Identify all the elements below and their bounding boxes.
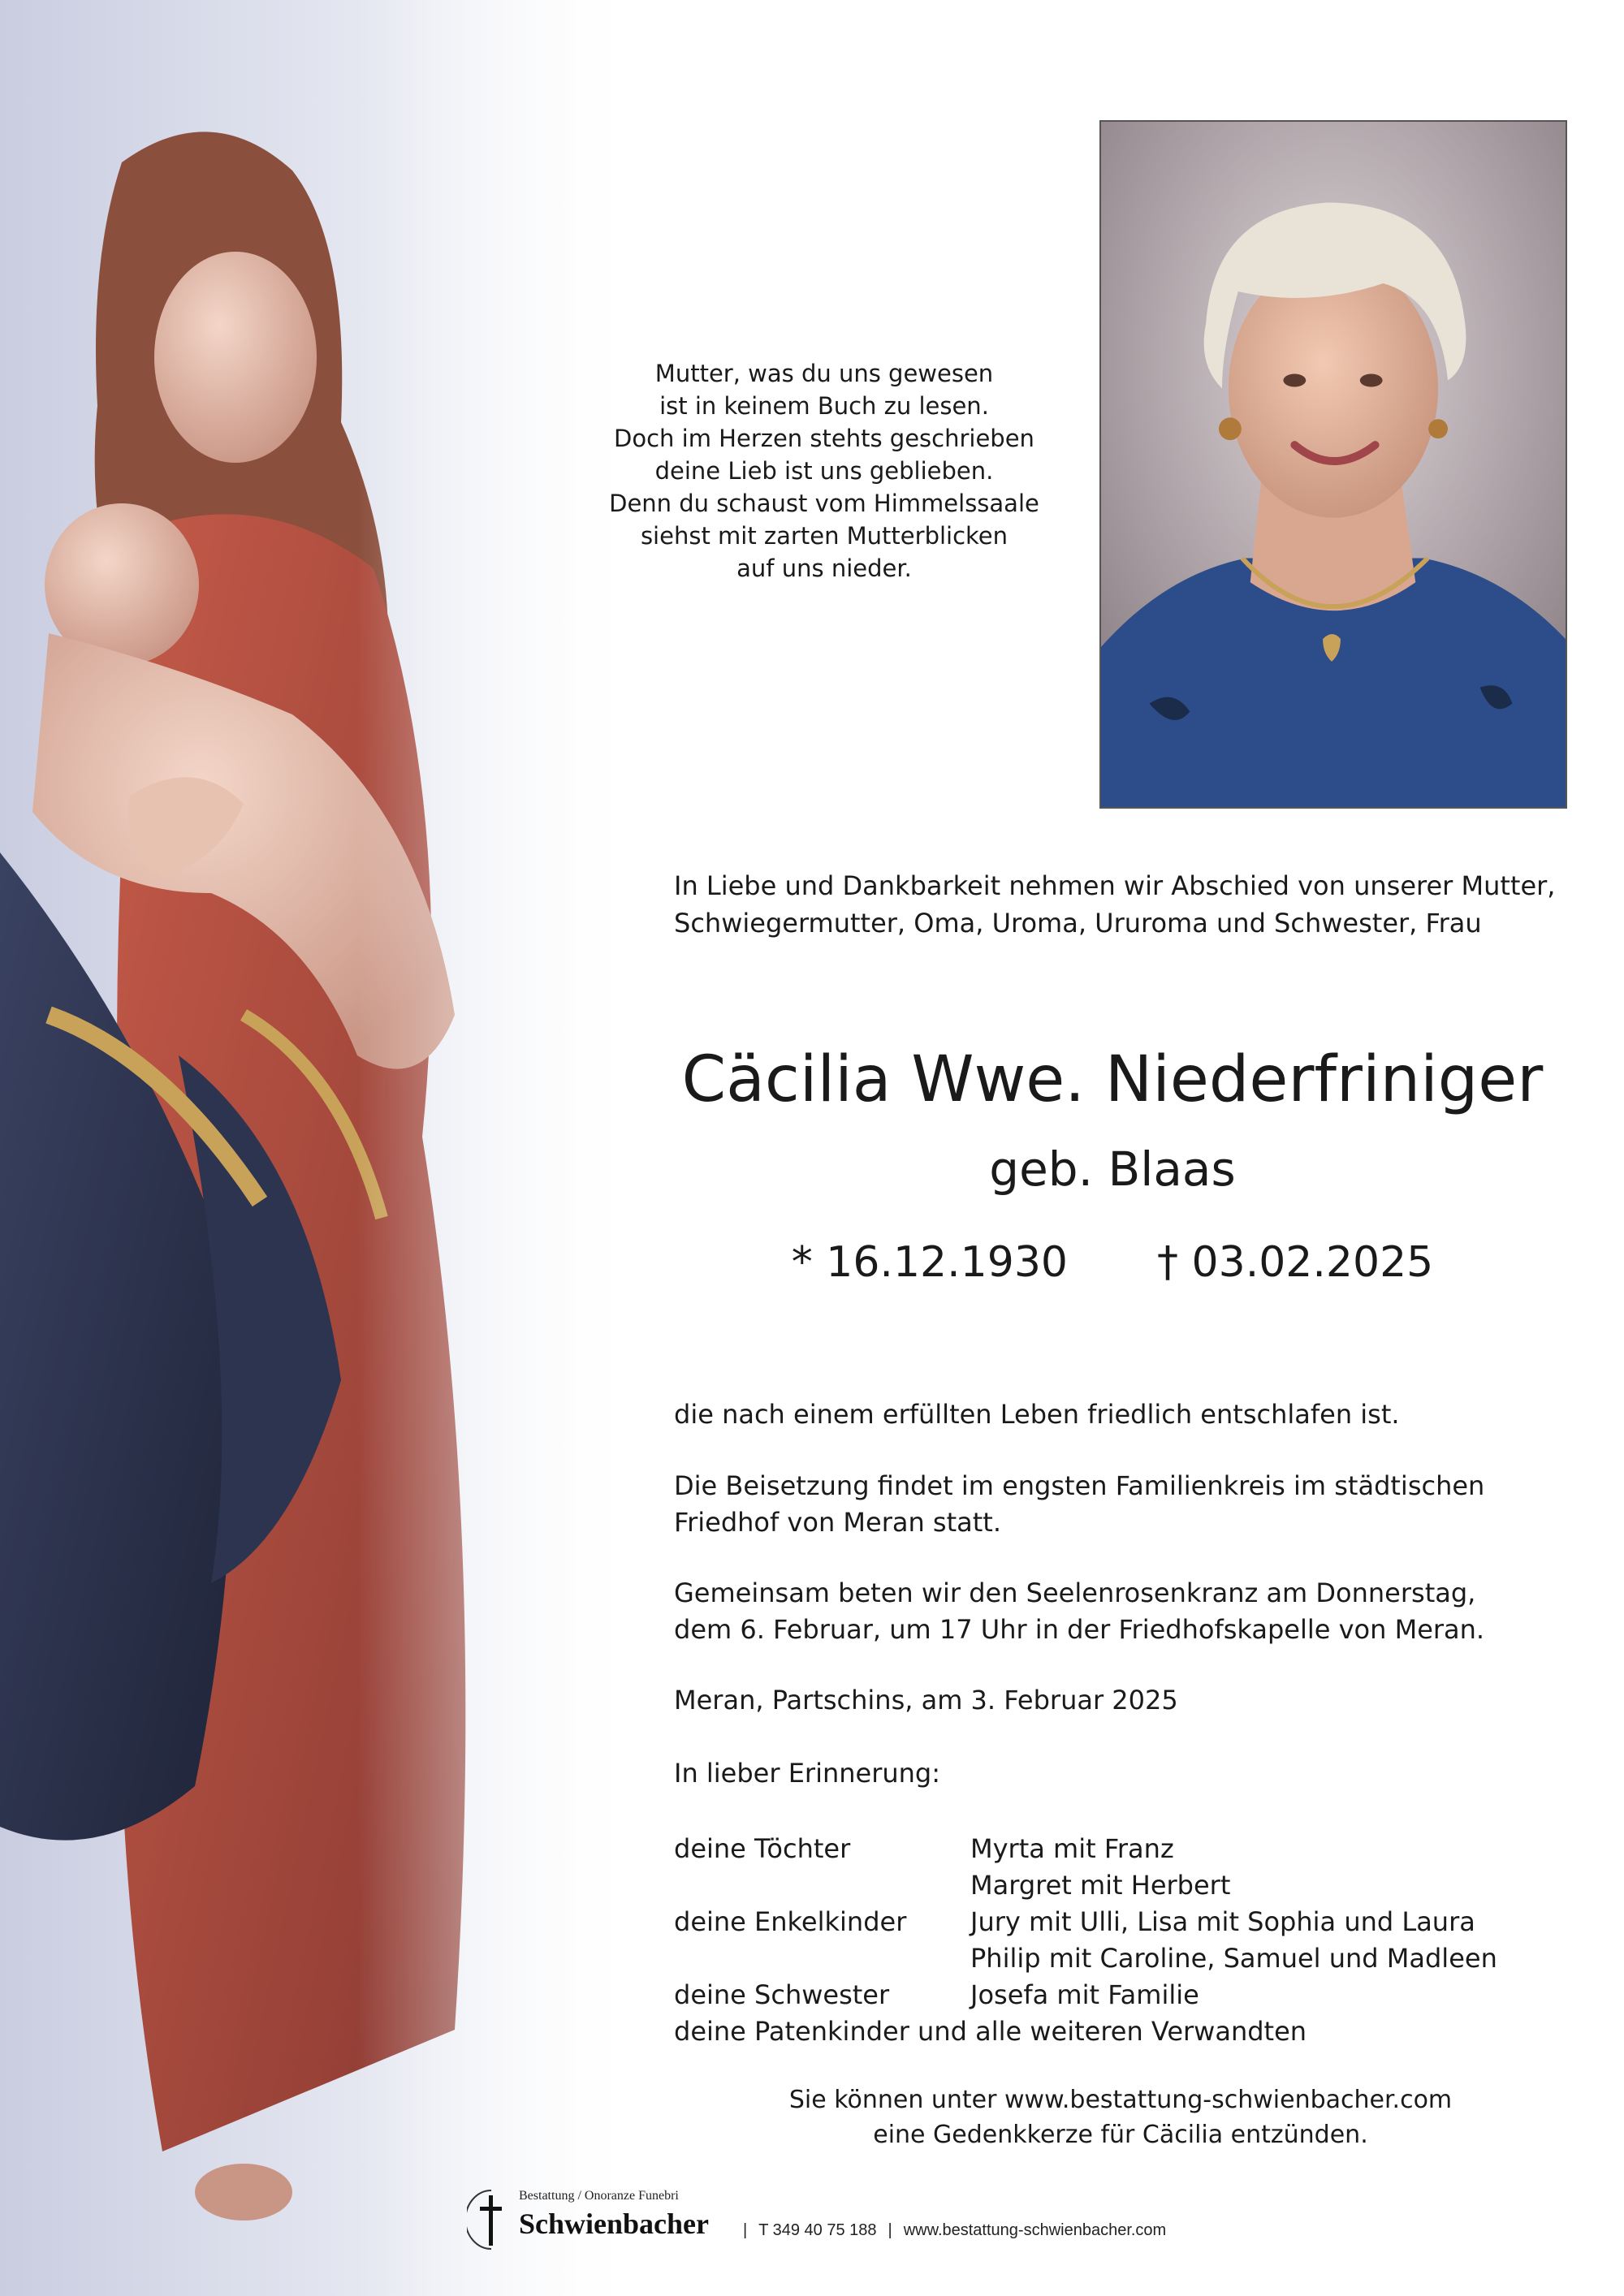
poem-line: siehst mit zarten Mutterblicken (640, 522, 1009, 550)
paragraph-line: Die Beisetzung findet im engsten Familienkreis im städtischen (674, 1470, 1485, 1501)
family-names: Margret mit Herbert (970, 1870, 1231, 1901)
portrait-illustration (1101, 122, 1566, 807)
family-role: deine Töchter (674, 1833, 851, 1864)
paragraph-line: die nach einem erfüllten Leben friedlich entschlafen ist. (674, 1399, 1400, 1430)
family-names: Philip mit Caroline, Samuel und Madleen (970, 1943, 1497, 1974)
intro-line: In Liebe und Dankbarkeit nehmen wir Abschied von unserer Mutter, (674, 870, 1556, 901)
paragraph-rosary (674, 1575, 1575, 1648)
footer-contact (732, 2221, 1166, 2240)
candle-note (674, 2082, 1567, 2152)
footer-brand: Schwienbacher (519, 2208, 709, 2240)
family-row (674, 1940, 1575, 1977)
birth-name: geb. Blaas (989, 1142, 1236, 1197)
life-dates (674, 1234, 1551, 1291)
place-date (674, 1682, 1575, 1719)
family-row (674, 1831, 1575, 1867)
madonna-statue-image (0, 0, 650, 2296)
family-role: deine Enkelkinder (674, 1906, 907, 1937)
family-names: Josefa mit Familie (970, 1979, 1199, 2010)
paragraph-burial (674, 1468, 1575, 1541)
footer-phone: T 349 40 75 188 (758, 2221, 877, 2239)
intro-line: Schwiegermutter, Oma, Uroma, Ururoma und Schwester, Frau (674, 908, 1482, 939)
closing-line: eine Gedenkkerze für Cäcilia entzünden. (873, 2121, 1368, 2149)
family-row (674, 1867, 1575, 1904)
paragraph-passing (674, 1396, 1575, 1433)
intro-text (674, 867, 1575, 942)
poem (568, 357, 1080, 585)
poem-line: Doch im Herzen stehts geschrieben (614, 425, 1034, 452)
footer-tagline: Bestattung / Onoranze Funebri (519, 2189, 679, 2203)
portrait-photo (1099, 120, 1567, 809)
poem-line: ist in keinem Buch zu lesen. (659, 392, 989, 420)
paragraph-line: Meran, Partschins, am 3. Februar 2025 (674, 1685, 1178, 1716)
cross-icon (467, 2187, 516, 2252)
paragraph-line: dem 6. Februar, um 17 Uhr in der Friedhofskapelle von Meran. (674, 1614, 1485, 1645)
poem-line: Mutter, was du uns gewesen (654, 360, 994, 387)
footer-website[interactable]: www.bestattung-schwienbacher.com (903, 2221, 1167, 2239)
family-role: deine Patenkinder und alle weiteren Verwandten (674, 2016, 1307, 2047)
paragraph-line: Gemeinsam beten wir den Seelenrosenkranz am Donnerstag, (674, 1577, 1476, 1608)
family-role: deine Schwester (674, 1979, 890, 2010)
family-row (674, 2013, 1575, 2050)
remembrance-heading (674, 1755, 1575, 1792)
paragraph-line: Friedhof von Meran statt. (674, 1507, 1001, 1538)
deceased-name: Cäcilia Wwe. Niederfriniger (681, 1043, 1544, 1116)
funeral-home-footer (467, 2184, 1279, 2257)
footer-separator: | (743, 2221, 748, 2239)
family-list (674, 1831, 1575, 2050)
family-row (674, 1904, 1575, 1940)
footer-separator: | (888, 2221, 892, 2239)
family-row (674, 1977, 1575, 2013)
family-names: Jury mit Ulli, Lisa mit Sophia und Laura (970, 1906, 1475, 1937)
family-names: Myrta mit Franz (970, 1833, 1174, 1864)
birth-date: * 16.12.1930 (791, 1238, 1068, 1287)
paragraph-line: In lieber Erinnerung: (674, 1758, 941, 1789)
madonna-illustration (0, 0, 650, 2296)
poem-line: auf uns nieder. (736, 555, 912, 582)
poem-line: Denn du schaust vom Himmelssaale (609, 490, 1039, 517)
closing-line: Sie können unter www.bestattung-schwienbacher.com (788, 2086, 1453, 2114)
death-date: † 03.02.2025 (1157, 1238, 1434, 1287)
poem-line: deine Lieb ist uns geblieben. (654, 457, 994, 485)
